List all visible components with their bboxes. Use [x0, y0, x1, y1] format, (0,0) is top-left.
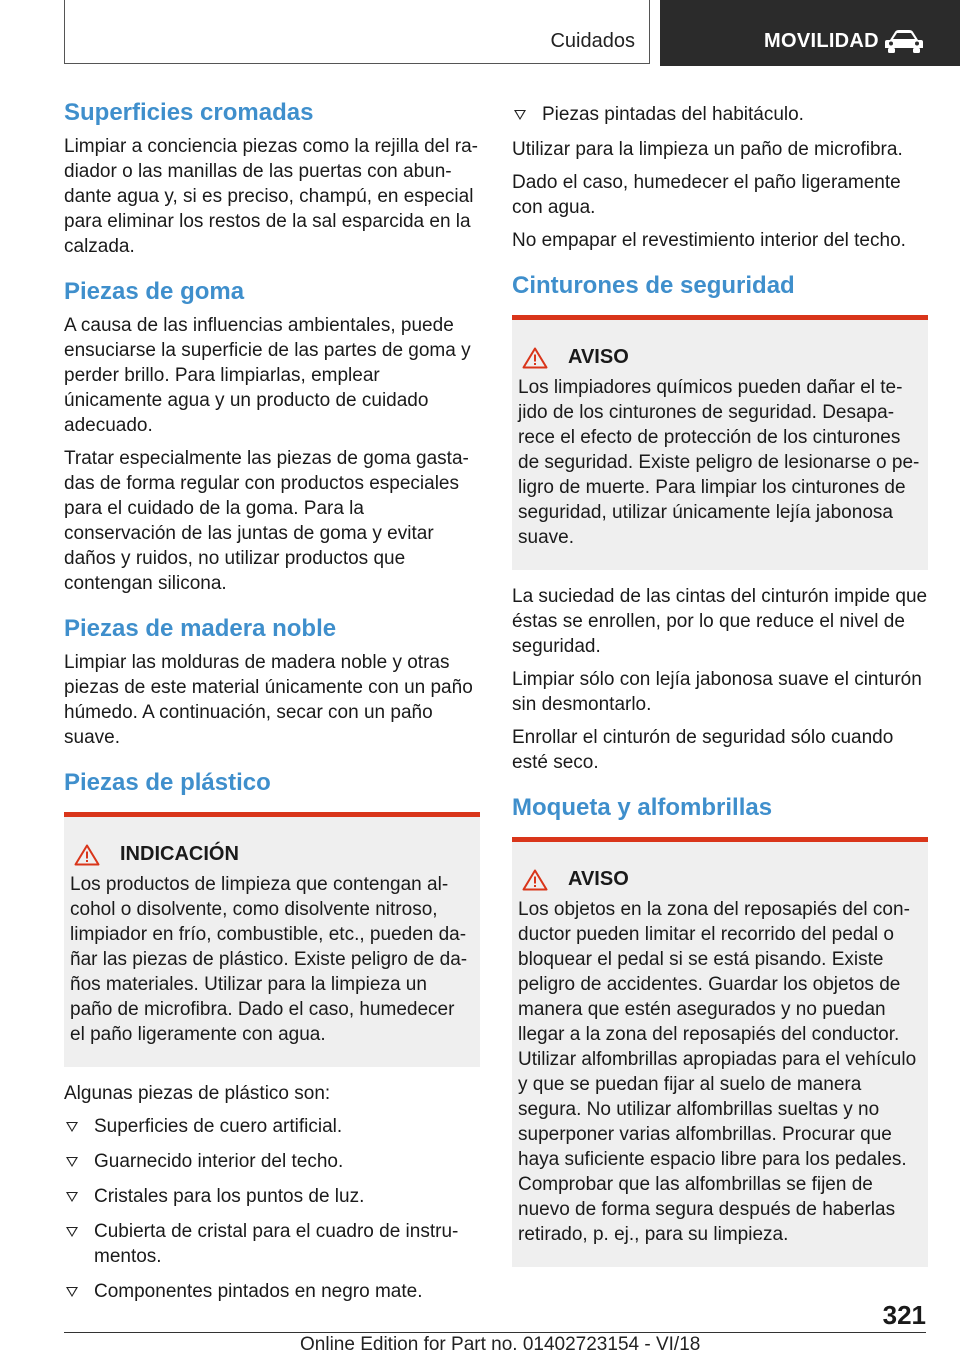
paragraph-headliner: No empapar el revestimiento interior del techo.: [512, 230, 906, 251]
bullet-triangle-icon: [66, 1122, 78, 1132]
warning-triangle-icon: [74, 844, 100, 866]
right-column: [512, 98, 928, 1281]
warning-triangle-icon: [522, 347, 548, 369]
car-icon: [884, 28, 924, 54]
paragraph-belts-2: Limpiar sólo con lejía jabonosa suave el cinturón sin desmontarlo.: [512, 669, 922, 715]
heading-plastic-parts: Piezas de plástico: [64, 769, 271, 796]
notice-body: Los productos de limpieza que contengan alcohol o disolvente, como disolvente nitroso, limpiador en frío, combustible, etc., pueden dañar las piezas de plástico. Existe peligro de daños materiales. Utilizar para la limpieza un paño de microfibra. Dado el caso, humedecer el paño ligeramente con agua.: [70, 874, 468, 1045]
paragraph-chrome: Limpiar a conciencia piezas como la rejilla del radiador o las manillas de las puertas con abundante agua y, si es preciso, champú, en especial para eliminar los restos de la sal esparcida en la calzada.: [64, 136, 478, 257]
warning-body: Los limpiadores químicos pueden dañar el tejido de los cinturones de seguridad. Desaparece el efecto de protección de los cinturones de seguridad. Existe peligro de lesionarse o peligro de muerte. Para limpiar los cinturones de seguridad, utilizar únicamente lejía jabonosa suave.: [518, 377, 920, 548]
paragraph-belts-3: Enrollar el cinturón de seguridad sólo cuando esté seco.: [512, 727, 894, 773]
page-number: 321: [882, 1300, 926, 1330]
bullet-triangle-icon: [66, 1157, 78, 1167]
list-item: Piezas pintadas del habitáculo.: [512, 102, 928, 127]
paragraph-rubber-2: Tratar especialmente las piezas de goma gastadas de forma regular con productos especiales para el cuidado de la goma. Para la conservación de las juntas de goma y evitar daños y ruidos, no utilizar productos que contengan silicona.: [64, 448, 469, 594]
plastic-parts-list: [64, 1114, 480, 1304]
warning-box-belts: [512, 315, 928, 570]
paragraph-rubber-1: A causa de las influencias ambientales, puede ensuciarse la superficie de las partes de goma y perder brillo. Para limpiarlas, emplear únicamente agua y un producto de cuidado adecuado.: [64, 315, 471, 436]
warning-title: AVISO: [568, 346, 629, 368]
warning-body: Los objetos en la zona del reposapiés del conductor pueden limitar el recorrido del pedal o bloquear el pedal si se está pisando. Existe peligro de accidentes. Guardar los objetos de manera que estén asegurados y no puedan llegar a la zona del reposapiés del conductor. Utilizar alfombrillas apropiadas para el vehículo y que se puedan fijar al suelo de manera segura. No utilizar alfombrillas sueltas y no superponer varias alfombrillas. Procurar que haya suficiente espacio libre para los pedales. Comprobar que las alfombrillas se fijen de nuevo de forma segura después de haberlas retirado, p. ej., para su limpieza.: [518, 899, 917, 1245]
footer-divider: [64, 1332, 926, 1333]
left-column: [64, 98, 480, 1314]
list-item: Guarnecido interior del techo.: [64, 1149, 480, 1174]
list-item: Cubierta de cristal para el cuadro de instrumentos.: [64, 1219, 480, 1269]
paragraph-moisten: Dado el caso, humedecer el paño ligeramente con agua.: [512, 172, 901, 218]
heading-chrome-surfaces: Superficies cromadas: [64, 99, 314, 126]
paragraph-wood: Limpiar las molduras de madera noble y otras piezas de este material únicamente con un paño húmedo. A continuación, secar con un paño suave.: [64, 652, 473, 748]
bullet-triangle-icon: [66, 1192, 78, 1202]
list-item: Superficies de cuero artificial.: [64, 1114, 480, 1139]
list-item: Cristales para los puntos de luz.: [64, 1184, 480, 1209]
chapter-tab: [660, 0, 960, 66]
paragraph-plastic-intro: Algunas piezas de plástico son:: [64, 1083, 331, 1104]
painted-parts-list: [512, 102, 928, 127]
bullet-triangle-icon: [66, 1287, 78, 1297]
warning-box-carpets: [512, 837, 928, 1267]
bullet-triangle-icon: [66, 1227, 78, 1237]
warning-triangle-icon: [522, 869, 548, 891]
footer-edition: Online Edition for Part no. 01402723154 - VI/18: [300, 1334, 701, 1355]
heading-carpets: Moqueta y alfombrillas: [512, 794, 773, 821]
warning-title: AVISO: [568, 868, 629, 890]
notice-box: [64, 812, 480, 1067]
paragraph-microfiber: Utilizar para la limpieza un paño de microfibra.: [512, 139, 903, 160]
list-item: Componentes pintados en negro mate.: [64, 1279, 480, 1304]
bullet-triangle-icon: [514, 110, 526, 120]
heading-seat-belts: Cinturones de seguridad: [512, 272, 795, 299]
heading-rubber-parts: Piezas de goma: [64, 278, 245, 305]
chapter-title: MOVILIDAD: [764, 30, 879, 52]
page-header: [0, 0, 960, 66]
notice-title: INDICACIÓN: [120, 843, 239, 865]
section-tab: [64, 0, 650, 64]
section-title: Cuidados: [550, 30, 635, 52]
paragraph-belts-1: La suciedad de las cintas del cinturón impide que éstas se enrollen, por lo que reduce el nivel de seguridad.: [512, 586, 928, 657]
heading-wood-parts: Piezas de madera noble: [64, 615, 337, 642]
